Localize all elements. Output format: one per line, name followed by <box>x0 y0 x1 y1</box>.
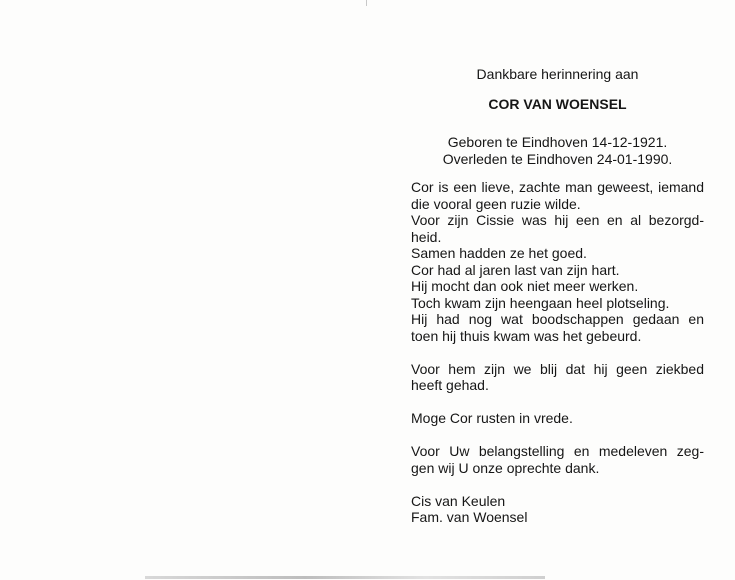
text-line: heid. <box>411 228 442 245</box>
life-dates <box>410 134 705 168</box>
text-line: Toch kwam zijn heengaan heel plotseling. <box>411 294 670 311</box>
signature-line: Cis van Keulen <box>411 492 506 509</box>
paragraph-life <box>411 179 704 344</box>
text-line: die vooral geen ruzie wilde. <box>411 195 581 212</box>
text-line: Cor had al jaren last van zijn hart. <box>411 261 620 278</box>
text-line: toen hij thuis kwam was het gebeurd. <box>411 327 642 344</box>
signature-line: Fam. van Woensel <box>411 509 528 525</box>
text-line: Voor hem zijn we blij dat hij geen ziekbed <box>411 360 704 377</box>
text-line: Voor zijn Cissie was hij een en al bezorgd- <box>411 212 704 228</box>
text-line: Samen hadden ze het goed. <box>411 245 587 261</box>
text-line: Cor is een lieve, zachte man geweest, iemand <box>411 179 704 195</box>
text-line: Hij mocht dan ook niet meer werken. <box>411 278 639 294</box>
text-line: Voor Uw belangstelling en medeleven zeg- <box>411 443 704 459</box>
scan-edge <box>145 576 545 579</box>
text-line: Moge Cor rusten in vrede. <box>411 410 573 426</box>
death-line: Overleden te Eindhoven 24-01-1990. <box>442 151 673 167</box>
text-line: heeft gehad. <box>411 377 489 393</box>
text-line: gen wij U onze oprechte dank. <box>411 459 600 476</box>
paragraph-thanks <box>411 443 704 476</box>
paragraph-gratitude-illness <box>411 361 704 394</box>
paragraph-rest-in-peace <box>411 410 704 427</box>
intro-text: Dankbare herinnering aan <box>476 66 639 82</box>
deceased-name: COR VAN WOENSEL <box>488 96 627 112</box>
signature <box>411 493 704 526</box>
memorial-text <box>411 179 704 526</box>
text-line: Hij had nog wat boodschappen gedaan en <box>411 311 704 327</box>
fold-mark <box>366 0 367 6</box>
birth-line: Geboren te Eindhoven 14-12-1921. <box>447 134 668 150</box>
